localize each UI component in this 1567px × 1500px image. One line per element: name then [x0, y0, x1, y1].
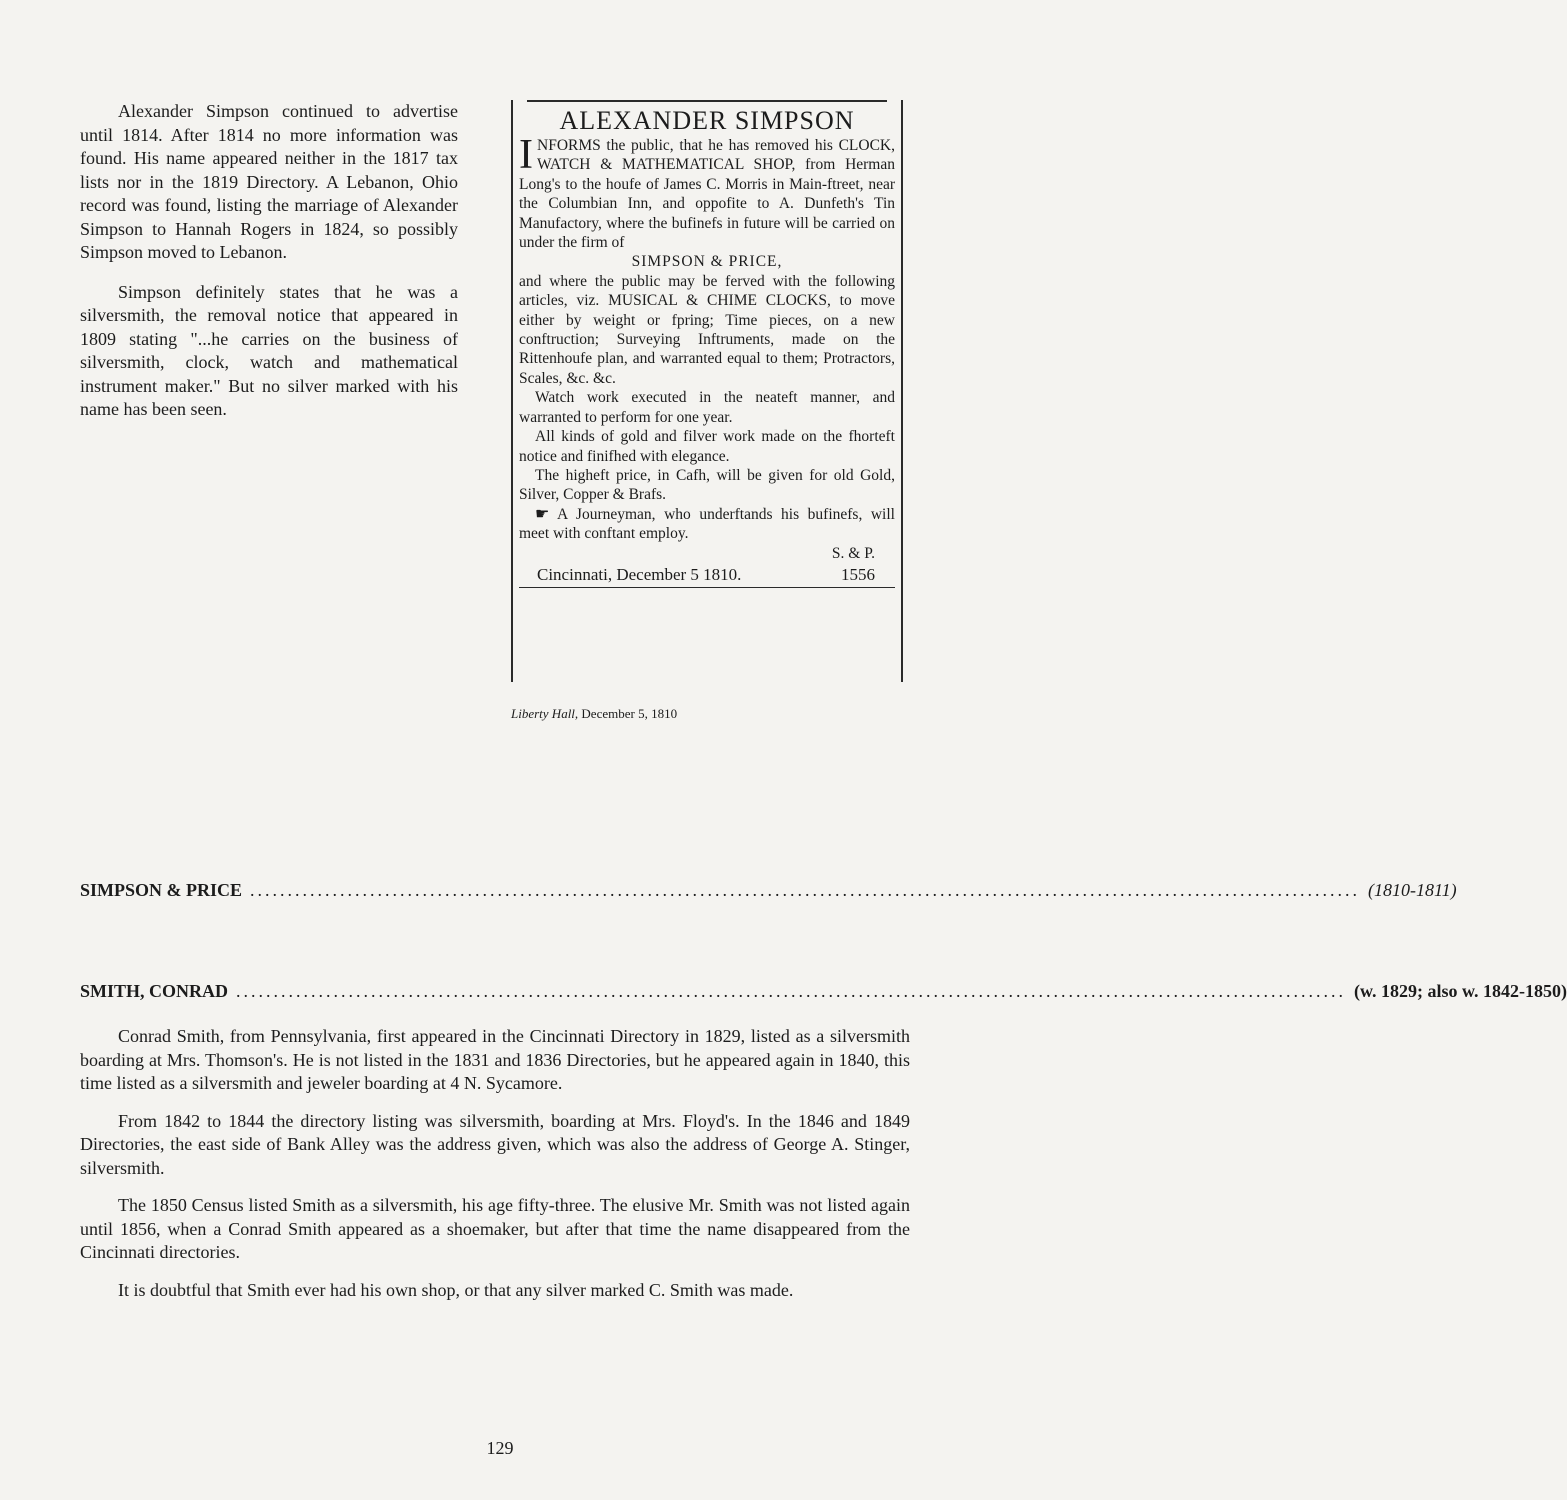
- pointing-hand-icon: ☛: [535, 505, 550, 523]
- caption-date: December 5, 1810: [581, 706, 678, 721]
- entry-dates: (1810-1811): [1368, 880, 1457, 900]
- smith-biography: [80, 1025, 910, 1316]
- ad-place-date: Cincinnati, December 5 1810.: [537, 564, 742, 584]
- ad-number: 1556: [841, 564, 875, 584]
- page-number: 129: [486, 1438, 514, 1458]
- bio-paragraph: From 1842 to 1844 the directory listing was silversmith, boarding at Mrs. Floyd's. In the 1846 and 1849 Directories, the east side of Bank Alley was the address given, which was also the address of George A. Stinger, silversmith.: [80, 1110, 910, 1178]
- newspaper-advertisement: [511, 100, 903, 682]
- ad-heading: ALEXANDER SIMPSON: [559, 106, 855, 135]
- dot-leader: ....................................................................................................................................................: [250, 880, 1361, 900]
- entry-smith-conrad: [80, 981, 1567, 1002]
- ad-initials: S. & P.: [831, 544, 875, 562]
- entry-simpson-price: [80, 880, 1457, 901]
- ad-articles: and where the public may be ferved with the following articles, viz. MUSICAL & CHIME CLOCKS, to move either by weight or fpring; Time pieces, on a new conftruction; Surveying Inftruments, made on the Rittenhoufe plan, and warranted equal to them; Protractors, Scales, &c. &c.: [519, 272, 895, 387]
- bio-paragraph: The 1850 Census listed Smith as a silversmith, his age fifty-three. The elusive Mr. Smith was not listed again until 1856, when a Conrad Smith appeared as a shoemaker, but after that time the name disappeared from the Cincinnati directories.: [80, 1195, 910, 1262]
- bio-paragraph: It is doubtful that Smith ever had his own shop, or that any silver marked C. Smith was made.: [118, 1279, 794, 1300]
- ad-firm-name: SIMPSON & PRICE,: [631, 253, 783, 271]
- ad-journeyman-text: A Journeyman, who underftands his bufinefs, will meet with conftant employ.: [519, 505, 895, 543]
- entry-name: SIMPSON & PRICE: [80, 880, 243, 900]
- ad-price: The higheft price, in Cafh, will be given for old Gold, Silver, Copper & Brafs.: [519, 466, 895, 504]
- ad-top-rule: [527, 100, 887, 102]
- ad-bottom-rule: [519, 587, 895, 588]
- simpson-narrative: [80, 100, 458, 438]
- ad-gold-work: All kinds of gold and filver work made on the fhorteft notice and finifhed with elegance.: [519, 428, 895, 465]
- ad-footer: [519, 563, 895, 585]
- caption-publication: Liberty Hall,: [511, 706, 579, 721]
- ad-journeyman: [519, 505, 895, 544]
- ad-body: [519, 132, 895, 563]
- dot-leader: ....................................................................................................................................................: [236, 981, 1347, 1001]
- ad-drop-cap: I: [519, 132, 533, 178]
- narrative-paragraph: Alexander Simpson continued to advertise until 1814. After 1814 no more information was found. His name appeared neither in the 1817 tax lists nor in the 1819 Directory. A Lebanon, Ohio record was found, listing the marriage of Alexander Simpson to Hannah Rogers in 1824, so possibly Simpson moved to Lebanon.: [80, 101, 458, 262]
- entry-dates: (w. 1829; also w. 1842-1850): [1354, 981, 1567, 1001]
- ad-intro-text: NFORMS the public, that he has removed his CLOCK, WATCH & MATHEMATICAL SHOP, from Herman Long's to the houfe of James C. Morris in Main-ftreet, near the Columbian Inn, and oppofite to A. Dunfeth's Tin Manufactory, where the bufinefs in future will be carried on under the firm of: [519, 137, 895, 252]
- ad-watch-work: Watch work executed in the neateft manner, and warranted to perform for one year.: [519, 389, 895, 426]
- ad-intro: [519, 132, 895, 252]
- entry-name: SMITH, CONRAD: [80, 981, 229, 1001]
- narrative-paragraph: Simpson definitely states that he was a silversmith, the removal notice that appeared in 1809 stating "...he carries on the business of silversmith, clock, watch and mathematical instrument maker." But no silver marked with his name has been seen.: [80, 281, 458, 419]
- ad-caption: [511, 706, 677, 722]
- bio-paragraph: Conrad Smith, from Pennsylvania, first appeared in the Cincinnati Directory in 1829, listed as a silversmith boarding at Mrs. Thomson's. He is not listed in the 1831 and 1836 Directories, but he appeared again in 1840, this time listed as a silversmith and jeweler boarding at 4 N. Sycamore.: [80, 1026, 910, 1093]
